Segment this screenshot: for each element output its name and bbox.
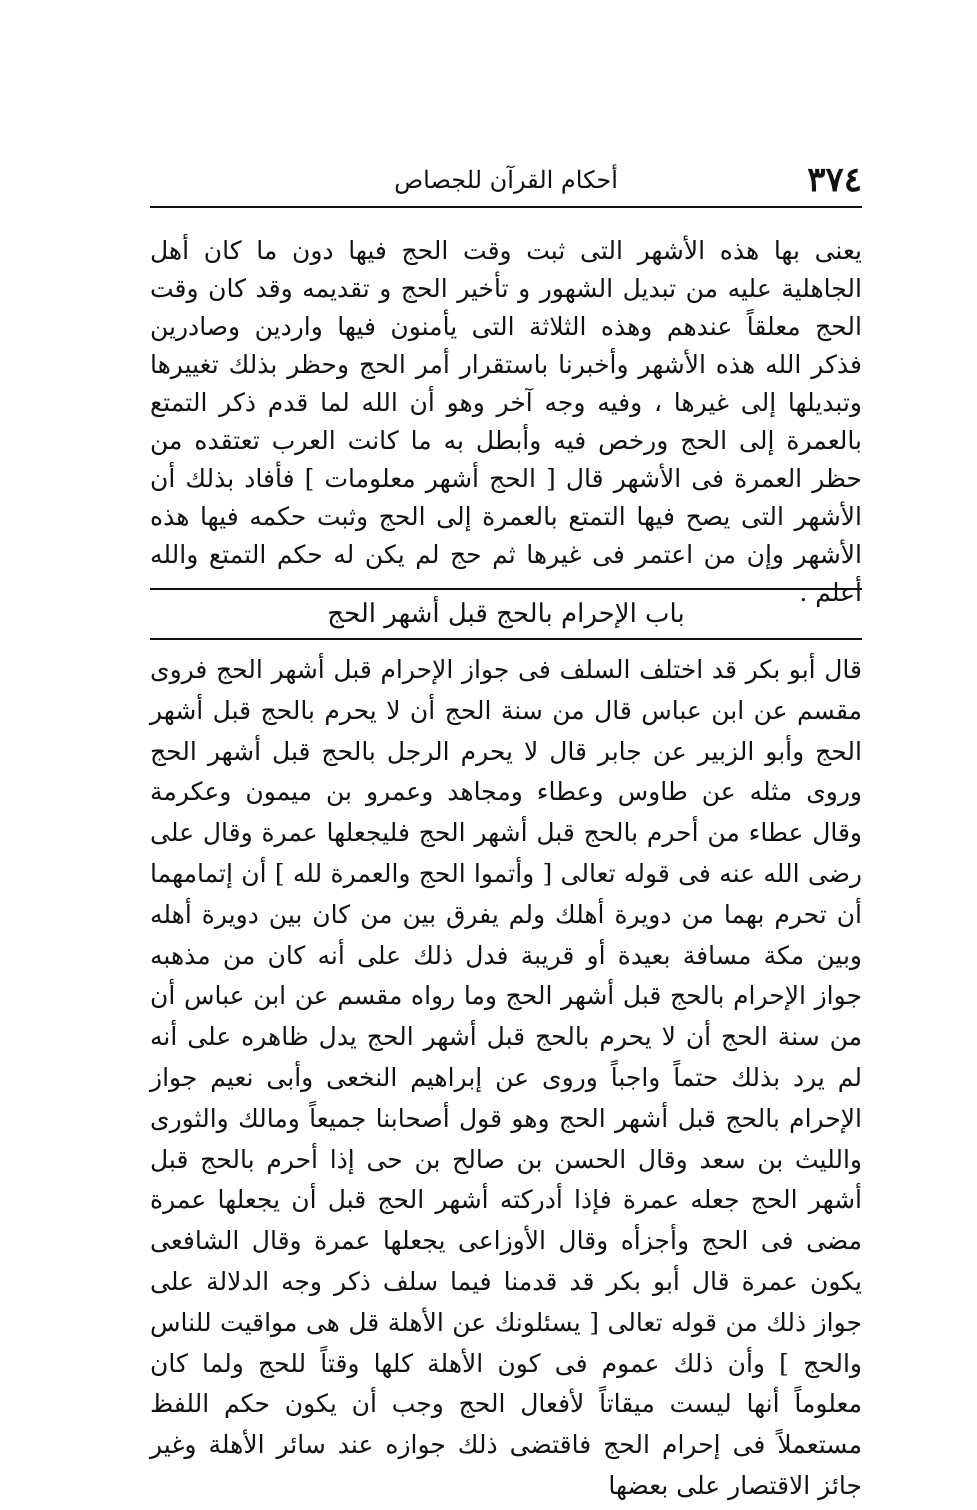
body-paragraph-2: قال أبو بكر قد اختلف السلف فى جواز الإحرام قبل أشهر الحج فروى مقسم عن ابن عباس قال من سنة الحج أن لا يحرم بالحج قبل أشهر الحج وأبو الزبير عن جابر قال لا يحرم الرجل بالحج قبل أشهر الحج وروى مثله عن طاوس وعطاء ومجاهد وعمرو بن ميمون وعكرمة وقال عطاء من أحرم بالحج قبل أشهر الحج فليجعلها عمرة وقال على رضى الله عنه فى قوله تعالى [ وأتموا الحج والعمرة لله ] أن إتمامهما أن تحرم بهما من دويرة أهلك ولم يفرق بين من كان بين دويرة أهله وبين مكة مسافة بعيدة أو قريبة فدل ذلك على أنه كان من مذهبه جواز الإحرام بالحج قبل أشهر الحج وما رواه مقسم عن ابن عباس أن من سنة الحج أن لا يحرم بالحج قبل أشهر الحج يدل ظاهره على أنه لم يرد بذلك حتماً واجباً وروى عن إبراهيم النخعى وأبى نعيم جواز الإحرام بالحج قبل أشهر الحج وهو قول أصحابنا جميعاً ومالك والثورى والليث بن سعد وقال الحسن بن صالح بن حى إذا أحرم بالحج قبل أشهر الحج جعله عمرة فإذا أدركته أشهر الحج قبل أن يجعلها عمرة مضى فى الحج وأجزأه وقال الأوزاعى يجعلها عمرة وقال الشافعى يكون عمرة قال أبو بكر قد قدمنا فيما سلف ذكر وجه الدلالة على جواز ذلك من قوله تعالى [ يسئلونك عن الأهلة قل هى مواقيت للناس والحج ] وأن ذلك عموم فى كون الأهلة كلها وقتاً للحج ولما كان معلوماً أنها ليست ميقاتاً لأفعال الحج وجب أن يكون حكم اللفظ مستعملاً فى إحرام الحج فاقتضى ذلك جوازه عند سائر الأهلة وغير جائز الاقتصار على بعضها — [150, 655, 862, 1500]
chapter-title: باب الإحرام بالحج قبل أشهر الحج — [327, 599, 685, 629]
header-rule — [150, 206, 862, 208]
page-number: ٣٧٤ — [807, 160, 862, 200]
body-paragraph-1: يعنى بها هذه الأشهر التى ثبت وقت الحج فيها دون ما كان أهل الجاهلية عليه من تبديل الشهور و تأخير الحج و تقديمه وقد كان وقت الحج معلقاً عندهم وهذه الثلاثة التى يأمنون فيها واردين وصادرين فذكر الله هذه الأشهر وأخبرنا باستقرار أمر الحج وحظر بذلك تغييرها وتبديلها إلى غيرها ، وفيه وجه آخر وهو أن الله لما قدم ذكر التمتع بالعمرة إلى الحج ورخص فيه وأبطل به ما كانت العرب تعتقده من حظر العمرة فى الأشهر قال [ الحج أشهر معلومات ] فأفاد بذلك أن الأشهر التى يصح فيها التمتع بالعمرة إلى الحج وثبت حكمه فيها هذه الأشهر وإن من اعتمر فى غيرها ثم حج لم يكن له حكم التمتع والله أعلم . — [150, 236, 862, 607]
running-header — [150, 160, 862, 200]
chapter-heading-box — [150, 588, 862, 640]
book-title: أحكام القرآن للجصاص — [394, 166, 618, 194]
